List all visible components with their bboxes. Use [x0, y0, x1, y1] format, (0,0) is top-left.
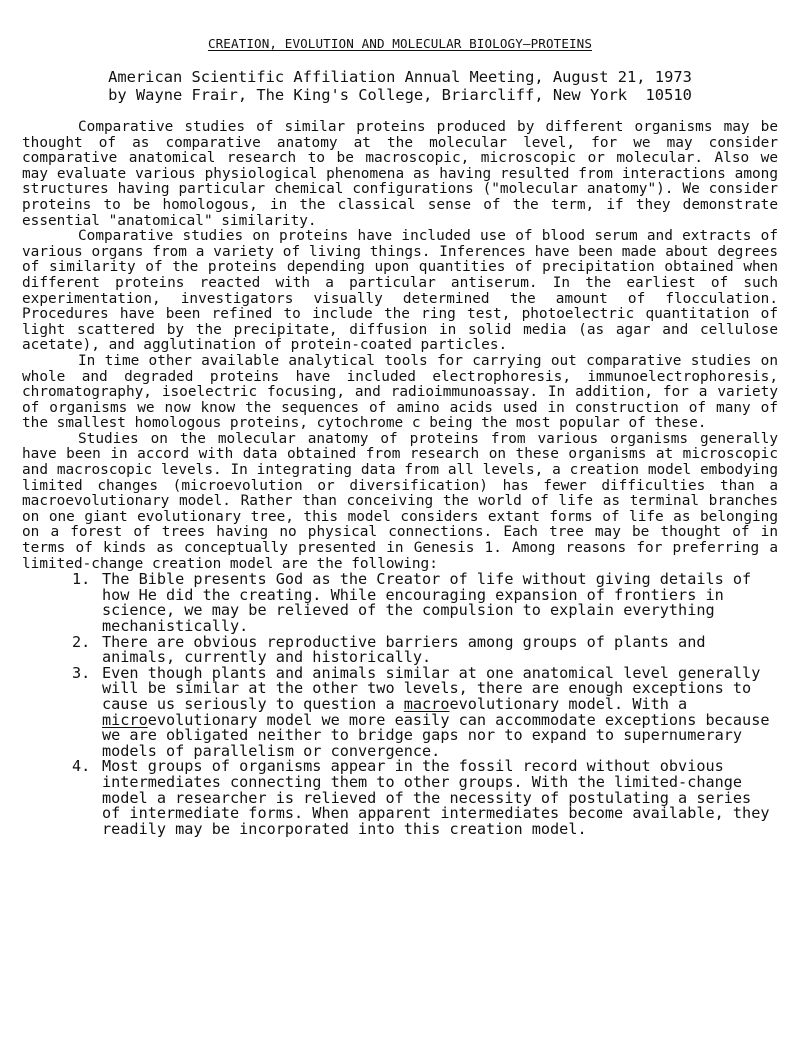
list-item	[22, 572, 778, 634]
list-item	[22, 759, 778, 837]
text-segment: Even though plants and animals similar at one anatomical level generally will be similar at the other two levels, there are enough exceptions to cause us seriously to question a	[102, 663, 761, 713]
underlined-prefix: micro	[102, 710, 148, 729]
list-item	[22, 632, 778, 667]
list-item-number: 1.	[72, 570, 91, 589]
text-segment: evolutionary model. With a	[449, 694, 688, 713]
list-item-text: There are obvious reproductive barriers among groups of plants and animals, currently and historically.	[102, 632, 706, 667]
underlined-prefix: macro	[403, 694, 450, 713]
document-body	[22, 120, 778, 837]
list-item	[22, 663, 778, 760]
paragraph: Comparative studies of similar proteins produced by different organisms may be thought of as comparative anatomy at the molecular level, for we may consider comparative anatomical research to be macroscopic, microscopic or molecular. Also we may evaluate various physiological phenomena as having resulted from interactions among structures having particular chemical configurations ("molecular anatomy"). We consider proteins to be homologous, in the classical sense of the term, if they demonstrate essential "anatomical" similarity.	[22, 119, 778, 229]
paragraph: Studies on the molecular anatomy of proteins from various organisms generally have been in accord with data obtained from research on these organisms at microscopic and macroscopic levels. In integrating data from all levels, a creation model embodying limited changes (microevolution or diversification) has fewer difficulties than a macroevolutionary model. Rather than conceiving the world of life as terminal branches on one giant evolutionary tree, this model considers extant forms of life as belonging on a forest of trees having no physical connections. Each tree may be thought of in terms of kinds as conceptually presented in Genesis 1. Among reasons for preferring a limited-change creation model are the following:	[22, 430, 778, 572]
reasons-list	[22, 572, 778, 837]
meeting-line: American Scientific Affiliation Annual Meeting, August 21, 1973	[108, 68, 692, 86]
text-segment: evolutionary model we more easily can accommodate exceptions because we are obligated neither to bridge gaps nor to expand to supernumerary models of parallelism or convergence.	[102, 710, 770, 760]
list-item-number: 3.	[72, 663, 91, 682]
list-item-text: The Bible presents God as the Creator of life without giving details of how He did the creating. While encouraging expansion of frontiers in science, we may be relieved of the compulsion to explain everything mechanistically.	[102, 570, 752, 635]
list-item-text	[102, 664, 770, 760]
list-item-number: 2.	[72, 632, 91, 651]
paragraph: Comparative studies on proteins have included use of blood serum and extracts of various organs from a variety of living things. Inferences have been made about degrees of similarity of the proteins depending upon quantities of precipitation obtained when different proteins reacted with a particular antiserum. In the earliest of such experimentation, investigators visually determined the amount of flocculation. Procedures have been refined to include the ring test, photoelectric quantitation of light scattered by the precipitate, diffusion in solid media (as agar and cellulose acetate), and agglutination of protein-coated particles.	[22, 228, 778, 354]
list-item-text: Most groups of organisms appear in the fossil record without obvious intermediates connecting them to other groups. With the limited-change model a researcher is relieved of the necessity of postulating a series of intermediate forms. When apparent intermediates become available, they readily may be incorporated into this creation model.	[102, 757, 770, 838]
author-line: by Wayne Frair, The King's College, Briarcliff, New York 10510	[108, 86, 692, 104]
paragraph: In time other available analytical tools for carrying out comparative studies on whole and degraded proteins have included electrophoresis, immunoelectrophoresis, chromatography, isoelectric focusing, and radioimmunoassay. In addition, for a variety of organisms we now know the sequences of amino acids used in construction of many of the smallest homologous proteins, cytochrome c being the most popular of these.	[22, 352, 778, 432]
document-title: CREATION, EVOLUTION AND MOLECULAR BIOLOGY—PROTEINS	[207, 36, 593, 51]
document-header	[0, 68, 800, 104]
list-item-number: 4.	[72, 757, 91, 776]
